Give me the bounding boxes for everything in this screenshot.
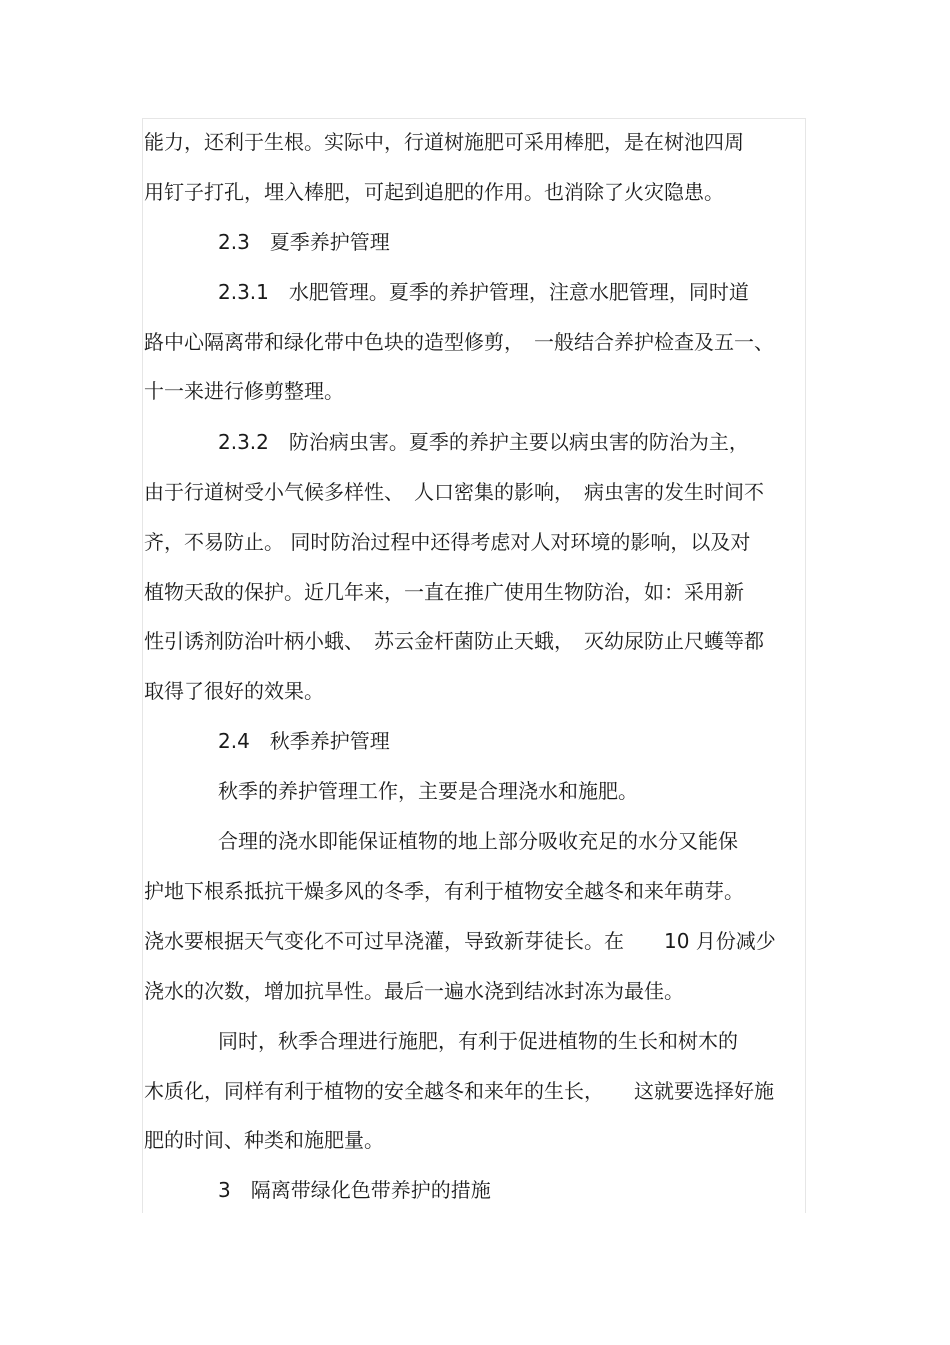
text-line: 齐，不易防止。 同时防治过程中还得考虑对人对环境的影响，以及对 (144, 530, 751, 554)
text-line: 木质化，同样有利于植物的安全越冬和来年的生长， 这就要选择好施 (144, 1079, 774, 1103)
text-line: 用钉子打孔，埋入棒肥，可起到追肥的作用。也消除了火灾隐患。 (144, 180, 724, 204)
subsection-heading-2-3-1: 2.3.1 水肥管理。夏季的养护管理，注意水肥管理，同时道 (218, 280, 749, 304)
text-line: 能力，还利于生根。实际中，行道树施肥可采用棒肥，是在树池四周 (144, 130, 744, 154)
text-line: 护地下根系抵抗干燥多风的冬季，有利于植物安全越冬和来年萌芽。 (144, 879, 744, 903)
text-line: 十一来进行修剪整理。 (144, 379, 344, 403)
text-line: 取得了很好的效果。 (144, 679, 324, 703)
section-heading-3: 3 隔离带绿化色带养护的措施 (218, 1178, 491, 1202)
text-line: 浇水的次数，增加抗旱性。最后一遍水浇到结冰封冻为最佳。 (144, 979, 684, 1003)
subsection-heading-2-3-2: 2.3.2 防治病虫害。夏季的养护主要以病虫害的防治为主， (218, 430, 749, 454)
paragraph-start: 合理的浇水即能保证植物的地上部分吸收充足的水分又能保 (218, 829, 738, 853)
section-heading-2-4: 2.4 秋季养护管理 (218, 729, 390, 753)
text-line: 性引诱剂防治叶柄小蛾、 苏云金杆菌防止天蛾， 灭幼尿防止尺蠖等都 (144, 629, 764, 653)
section-heading-2-3: 2.3 夏季养护管理 (218, 230, 390, 254)
text-line: 由于行道树受小气候多样性、 人口密集的影响， 病虫害的发生时间不 (144, 480, 764, 504)
text-line: 肥的时间、种类和施肥量。 (144, 1128, 384, 1152)
text-line: 浇水要根据天气变化不可过早浇灌，导致新芽徒长。在 10 月份减少 (144, 929, 776, 953)
text-line: 路中心隔离带和绿化带中色块的造型修剪， 一般结合养护检查及五一、 (144, 330, 774, 354)
paragraph-start: 同时，秋季合理进行施肥，有利于促进植物的生长和树木的 (218, 1029, 738, 1053)
paragraph-start: 秋季的养护管理工作，主要是合理浇水和施肥。 (218, 779, 638, 803)
text-line: 植物天敌的保护。近几年来，一直在推广使用生物防治，如：采用新 (144, 580, 744, 604)
